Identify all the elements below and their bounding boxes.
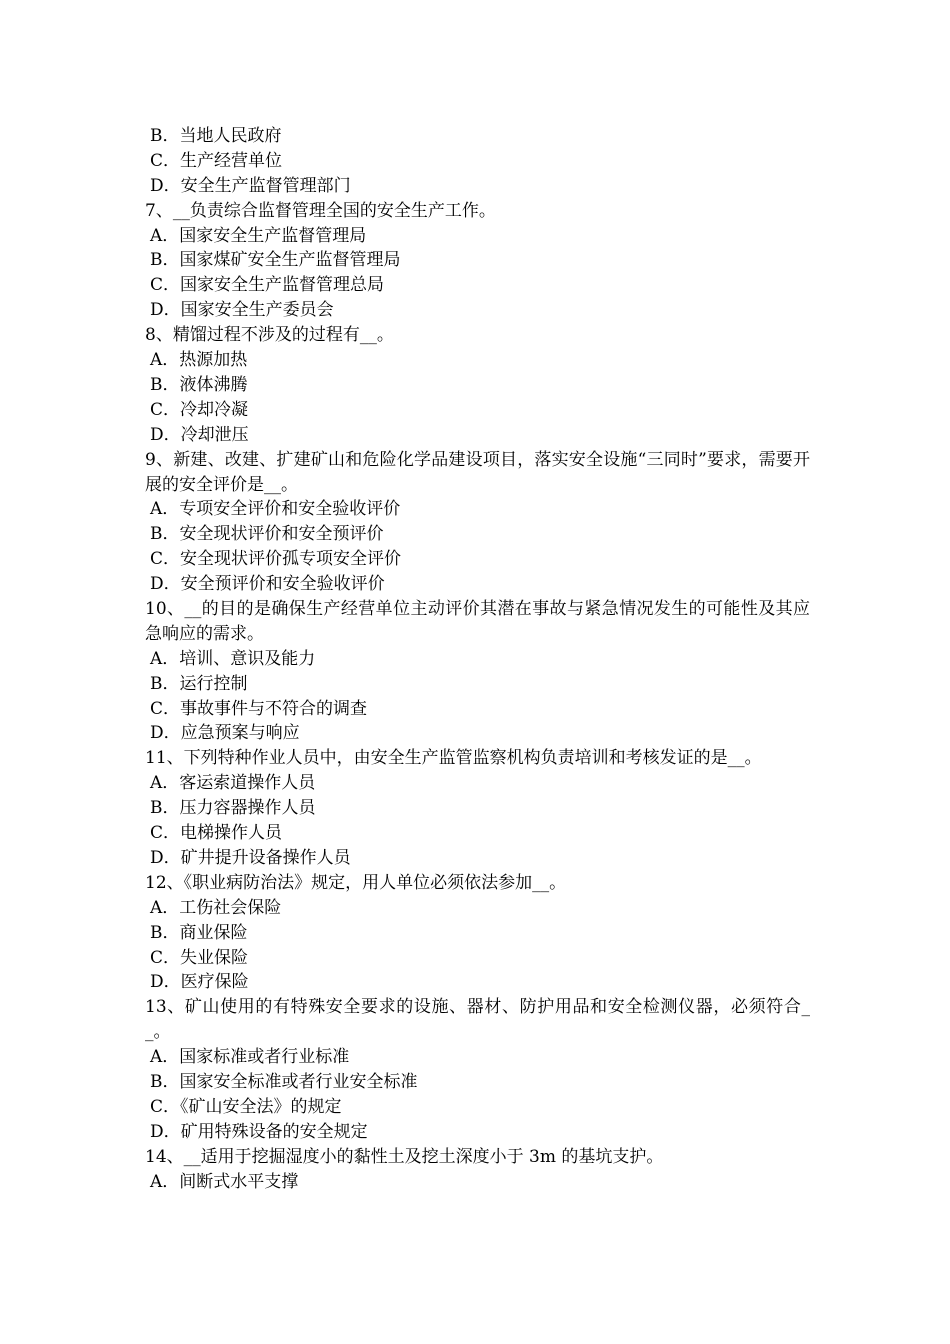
- option-line: D．医疗保险: [150, 972, 249, 993]
- question-stem: 7、__负责综合监督管理全国的安全生产工作。: [145, 200, 496, 221]
- option-line: C．国家安全生产监督管理总局: [150, 275, 385, 296]
- option-line: D．安全生产监督管理部门: [150, 175, 351, 196]
- question-list: [145, 124, 810, 1194]
- question-stem: 13、矿山使用的有特殊安全要求的设施、器材、防护用品和安全检测仪器，必须符合__。: [145, 997, 810, 1043]
- option-line: A．国家标准或者行业标准: [150, 1047, 350, 1068]
- option-line: B．压力容器操作人员: [150, 798, 316, 819]
- option-line: A．工伤社会保险: [150, 897, 282, 918]
- question-stem: 10、__的目的是确保生产经营单位主动评价其潜在事故与紧急情况发生的可能性及其应急响应的需求。: [145, 598, 810, 644]
- option-line: C．事故事件与不符合的调查: [150, 698, 368, 719]
- question-stem: 12、《职业病防治法》规定，用人单位必须依法参加__。: [145, 872, 567, 893]
- option-line: D．冷却泄压: [150, 424, 249, 445]
- option-line: C．安全现状评价孤专项安全评价: [150, 549, 402, 570]
- option-line: C．电梯操作人员: [150, 823, 283, 844]
- option-line: D．安全预评价和安全验收评价: [150, 574, 385, 595]
- option-line: B．当地人民政府: [150, 126, 282, 146]
- option-line: C．冷却冷凝: [150, 399, 249, 420]
- option-line: C．《矿山安全法》的规定: [150, 1096, 342, 1117]
- option-line: C．生产经营单位: [150, 150, 283, 171]
- question-stem: 9、新建、改建、扩建矿山和危险化学品建设项目，落实安全设施“三同时”要求，需要开展的安全评价是__。: [145, 449, 810, 495]
- option-line: A．国家安全生产监督管理局: [150, 225, 367, 246]
- option-line: C．失业保险: [150, 947, 249, 968]
- option-line: B．运行控制: [150, 673, 248, 694]
- option-line: B．安全现状评价和安全预评价: [150, 524, 384, 545]
- question-stem: 14、__适用于挖掘湿度小的黏性土及挖土深度小于 3m 的基坑支护。: [145, 1146, 664, 1167]
- option-line: A．培训、意识及能力: [150, 648, 316, 669]
- option-line: B．液体沸腾: [150, 374, 248, 395]
- option-line: D．应急预案与响应: [150, 723, 300, 744]
- option-line: B．国家煤矿安全生产监督管理局: [150, 250, 401, 271]
- option-line: A．客运索道操作人员: [150, 773, 316, 794]
- option-line: A．间断式水平支撑: [150, 1171, 299, 1192]
- option-line: A．热源加热: [150, 350, 248, 371]
- option-line: B．商业保险: [150, 922, 248, 943]
- option-line: D．矿井提升设备操作人员: [150, 847, 351, 868]
- question-stem: 11、下列特种作业人员中，由安全生产监管监察机构负责培训和考核发证的是__。: [145, 748, 762, 769]
- question-stem: 8、精馏过程不涉及的过程有__。: [145, 325, 394, 346]
- option-line: A．专项安全评价和安全验收评价: [150, 499, 401, 520]
- option-line: B．国家安全标准或者行业安全标准: [150, 1072, 418, 1092]
- option-line: D．矿用特殊设备的安全规定: [150, 1121, 368, 1142]
- option-line: D．国家安全生产委员会: [150, 300, 334, 321]
